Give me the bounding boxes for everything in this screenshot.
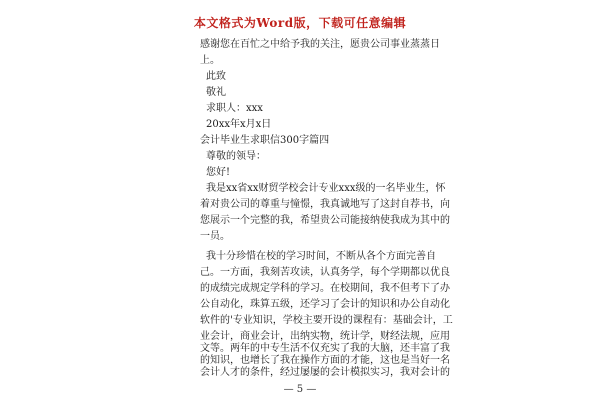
- text-line: 会计毕业生求职信300字篇四: [200, 135, 330, 146]
- text-line: 的成绩完成规定学科的学习。在校期间，我不但考下了办: [200, 283, 450, 294]
- text-line: 一员。: [200, 231, 230, 242]
- text-line: 尊敬的领导：: [206, 151, 266, 162]
- text-line: 上。: [200, 55, 220, 66]
- text-line: 文等。两年的中专生活不仅充实了我的大脑，还丰富了我: [200, 343, 450, 354]
- text-line: 20xx年x月x日: [206, 119, 272, 130]
- text-line: 敬礼: [206, 87, 226, 98]
- download-banner: 本文格式为Word版，下载可任意编辑: [193, 16, 407, 30]
- page-number: — 5 —: [283, 384, 317, 395]
- text-line: 软件的'专业知识，学校主要开设的课程有：基础会计，工: [200, 315, 453, 326]
- text-line: 的知识，也增长了我在操作方面的才能，这也是当好一名: [200, 355, 450, 366]
- text-line: 求职人：xxx: [206, 103, 263, 114]
- text-line: 我是xx省xx财贸学校会计专业xxx级的一名毕业生，怀: [206, 183, 446, 194]
- text-line: 公自动化，珠算五级，还学习了会计的知识和办公自动化: [200, 299, 450, 310]
- text-line: 着对贵公司的尊重与憧憬，我真诚地写了这封自荐书，向: [200, 199, 450, 210]
- text-line: 您展示一个完整的我，希望贵公司能接纳使我成为其中的: [200, 215, 450, 226]
- text-line: 己。一方面，我刻苦攻读，认真务学，每个学期都以优良: [200, 267, 450, 278]
- text-line: 我十分珍惜在校的学习时间，不断从各个方面完善自: [206, 251, 436, 262]
- text-line: 感谢您在百忙之中给予我的关注，愿贵公司事业蒸蒸日: [200, 39, 440, 50]
- text-line: 业会计，商业会计，出纳实物，统计学，财经法规，应用: [200, 331, 450, 342]
- text-line: 此致: [206, 71, 226, 82]
- text-line: 您好!: [206, 167, 231, 178]
- text-line: 会计人才的条件，经过屡屡的会计模拟实习，我对会计的: [200, 367, 450, 378]
